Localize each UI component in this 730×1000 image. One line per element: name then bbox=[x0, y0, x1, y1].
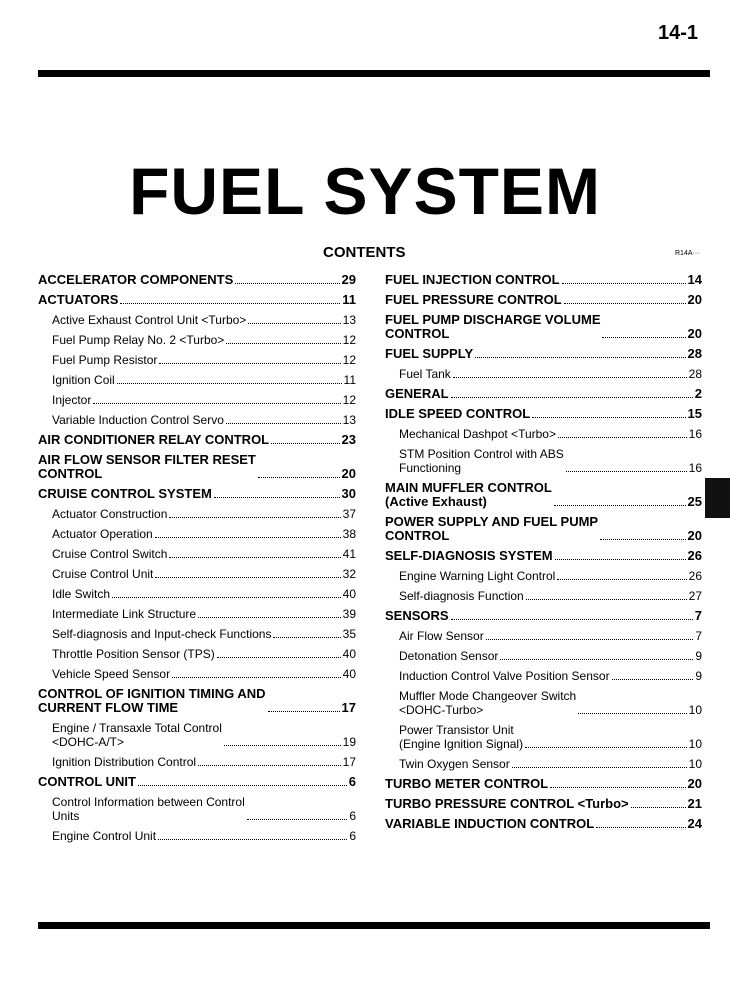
toc-subsection-entry[interactable] bbox=[385, 689, 702, 717]
toc-entry-label: TURBO PRESSURE CONTROL <Turbo> bbox=[385, 796, 629, 811]
toc-entry-page: 20 bbox=[687, 528, 702, 543]
toc-entry-label: Air Flow Sensor bbox=[399, 629, 484, 643]
toc-entry-label: ACTUATORS bbox=[38, 292, 119, 307]
toc-subsection-entry[interactable] bbox=[38, 667, 356, 681]
toc-section-entry[interactable] bbox=[38, 293, 356, 307]
toc-section-entry[interactable] bbox=[385, 387, 702, 401]
toc-subsection-entry[interactable] bbox=[385, 757, 702, 771]
toc-entry-page: 16 bbox=[688, 461, 702, 475]
toc-entry-label: POWER SUPPLY AND FUEL PUMP CONTROL bbox=[385, 514, 599, 543]
toc-entry-label: Power Transistor Unit (Engine Ignition Signal) bbox=[399, 723, 524, 751]
toc-section-entry[interactable] bbox=[385, 777, 702, 791]
toc-entry-label: Self-diagnosis Function bbox=[399, 589, 524, 603]
toc-entry-page: 10 bbox=[688, 757, 702, 771]
page-number: 14-1 bbox=[657, 22, 698, 44]
toc-subsection-entry[interactable] bbox=[38, 393, 356, 407]
dot-leader bbox=[500, 659, 693, 660]
toc-subsection-entry[interactable] bbox=[385, 427, 702, 441]
toc-entry-page: 37 bbox=[342, 507, 356, 521]
dot-leader bbox=[602, 337, 685, 338]
toc-subsection-entry[interactable] bbox=[38, 647, 356, 661]
dot-leader bbox=[451, 397, 693, 398]
toc-entry-page: 28 bbox=[688, 367, 702, 381]
toc-entry-page: 35 bbox=[342, 627, 356, 641]
dot-leader bbox=[93, 403, 340, 404]
toc-entry-page: 39 bbox=[342, 607, 356, 621]
dot-leader bbox=[112, 597, 341, 598]
toc-entry-label: Engine Control Unit bbox=[52, 829, 157, 843]
toc-subsection-entry[interactable] bbox=[385, 447, 702, 475]
toc-entry-page: 32 bbox=[342, 567, 356, 581]
toc-entry-page: 6 bbox=[349, 829, 356, 843]
toc-entry-page: 20 bbox=[687, 326, 702, 341]
toc-entry-page: 15 bbox=[687, 406, 702, 421]
toc-entry-label: Vehicle Speed Sensor bbox=[52, 667, 171, 681]
toc-entry-label: Detonation Sensor bbox=[399, 649, 499, 663]
toc-section-entry[interactable] bbox=[385, 609, 702, 623]
toc-entry-page: 19 bbox=[342, 735, 356, 749]
toc-entry-label: Induction Control Valve Position Sensor bbox=[399, 669, 610, 683]
toc-subsection-entry[interactable] bbox=[38, 567, 356, 581]
dot-leader bbox=[512, 767, 687, 768]
toc-subsection-entry[interactable] bbox=[38, 547, 356, 561]
toc-entry-label: SELF-DIAGNOSIS SYSTEM bbox=[385, 548, 553, 563]
toc-entry-label: CONTROL UNIT bbox=[38, 774, 136, 789]
toc-entry-page: 6 bbox=[349, 809, 356, 823]
toc-entry-label: FUEL INJECTION CONTROL bbox=[385, 272, 560, 287]
toc-entry-page: 28 bbox=[687, 346, 702, 361]
toc-entry-page: 10 bbox=[688, 737, 702, 751]
dot-leader bbox=[564, 303, 686, 304]
toc-entry-page: 7 bbox=[694, 608, 702, 623]
dot-leader bbox=[155, 577, 340, 578]
toc-entry-label: Engine Warning Light Control bbox=[399, 569, 556, 583]
toc-entry-label: SENSORS bbox=[385, 608, 449, 623]
dot-leader bbox=[271, 443, 339, 444]
toc-section-entry[interactable] bbox=[38, 273, 356, 287]
dot-leader bbox=[138, 785, 347, 786]
dot-leader bbox=[612, 679, 694, 680]
dot-leader bbox=[169, 517, 340, 518]
toc-entry-page: 13 bbox=[342, 413, 356, 427]
toc-section-entry[interactable] bbox=[385, 817, 702, 831]
toc-section-entry[interactable] bbox=[385, 797, 702, 811]
toc-entry-page: 26 bbox=[688, 569, 702, 583]
dot-leader bbox=[226, 423, 341, 424]
dot-leader bbox=[172, 677, 341, 678]
toc-subsection-entry[interactable] bbox=[385, 723, 702, 751]
toc-entry-page: 29 bbox=[341, 272, 356, 287]
toc-entry-page: 7 bbox=[695, 629, 702, 643]
toc-subsection-entry[interactable] bbox=[38, 607, 356, 621]
toc-subsection-entry[interactable] bbox=[38, 353, 356, 367]
dot-leader bbox=[557, 579, 686, 580]
toc-entry-label: Idle Switch bbox=[52, 587, 111, 601]
toc-entry-page: 2 bbox=[694, 386, 702, 401]
toc-entry-label: FUEL PUMP DISCHARGE VOLUME CONTROL bbox=[385, 312, 601, 341]
toc-entry-page: 16 bbox=[688, 427, 702, 441]
toc-entry-page: 20 bbox=[341, 466, 356, 481]
toc-entry-page: 13 bbox=[342, 313, 356, 327]
dot-leader bbox=[159, 363, 340, 364]
toc-entry-page: 23 bbox=[341, 432, 356, 447]
toc-left-column bbox=[38, 273, 356, 849]
toc-entry-page: 11 bbox=[343, 373, 356, 387]
toc-section-entry[interactable] bbox=[385, 347, 702, 361]
toc-section-entry[interactable] bbox=[38, 433, 356, 447]
section-tab bbox=[705, 478, 730, 518]
toc-entry-label: CONTROL OF IGNITION TIMING AND CURRENT FLOW TIME bbox=[38, 686, 266, 715]
dot-leader bbox=[273, 637, 340, 638]
dot-leader bbox=[258, 477, 340, 478]
toc-subsection-entry[interactable] bbox=[385, 589, 702, 603]
toc-section-entry[interactable] bbox=[38, 687, 356, 715]
dot-leader bbox=[600, 539, 685, 540]
toc-entry-label: Intermediate Link Structure bbox=[52, 607, 197, 621]
dot-leader bbox=[120, 303, 340, 304]
toc-subsection-entry[interactable] bbox=[385, 669, 702, 683]
toc-subsection-entry[interactable] bbox=[38, 829, 356, 843]
toc-subsection-entry[interactable] bbox=[385, 569, 702, 583]
toc-entry-page: 41 bbox=[342, 547, 356, 561]
toc-entry-label: Cruise Control Unit bbox=[52, 567, 154, 581]
toc-subsection-entry[interactable] bbox=[38, 373, 356, 387]
toc-entry-label: Self-diagnosis and Input-check Functions bbox=[52, 627, 272, 641]
dot-leader bbox=[475, 357, 685, 358]
toc-entry-page: 40 bbox=[342, 667, 356, 681]
toc-entry-page: 12 bbox=[342, 393, 356, 407]
dot-leader bbox=[562, 283, 686, 284]
dot-leader bbox=[558, 437, 687, 438]
toc-entry-page: 6 bbox=[348, 774, 356, 789]
dot-leader bbox=[248, 323, 340, 324]
toc-entry-page: 21 bbox=[687, 796, 702, 811]
dot-leader bbox=[155, 537, 341, 538]
toc-section-entry[interactable] bbox=[385, 273, 702, 287]
toc-entry-page: 9 bbox=[695, 649, 702, 663]
dot-leader bbox=[555, 559, 686, 560]
document-code: R14A··· bbox=[675, 250, 700, 257]
toc-subsection-entry[interactable] bbox=[385, 649, 702, 663]
toc-entry-label: Twin Oxygen Sensor bbox=[399, 757, 510, 771]
top-rule bbox=[38, 70, 710, 77]
toc-entry-label: Actuator Operation bbox=[52, 527, 153, 541]
dot-leader bbox=[554, 505, 686, 506]
toc-entry-label: Fuel Tank bbox=[399, 367, 451, 381]
dot-leader bbox=[486, 639, 694, 640]
toc-right-column bbox=[385, 273, 702, 837]
dot-leader bbox=[451, 619, 693, 620]
toc-subsection-entry[interactable] bbox=[38, 507, 356, 521]
toc-entry-label: FUEL SUPPLY bbox=[385, 346, 474, 361]
toc-entry-label: Fuel Pump Relay No. 2 <Turbo> bbox=[52, 333, 225, 347]
toc-entry-page: 20 bbox=[687, 292, 702, 307]
toc-entry-label: VARIABLE INDUCTION CONTROL bbox=[385, 816, 595, 831]
toc-entry-page: 12 bbox=[342, 353, 356, 367]
dot-leader bbox=[268, 711, 340, 712]
toc-section-entry[interactable] bbox=[385, 313, 702, 341]
toc-subsection-entry[interactable] bbox=[38, 795, 356, 823]
toc-subsection-entry[interactable] bbox=[38, 313, 356, 327]
toc-entry-page: 14 bbox=[687, 272, 702, 287]
dot-leader bbox=[214, 497, 340, 498]
toc-entry-page: 25 bbox=[687, 494, 702, 509]
dot-leader bbox=[235, 283, 339, 284]
toc-entry-page: 40 bbox=[342, 587, 356, 601]
toc-entry-label: Actuator Construction bbox=[52, 507, 168, 521]
dot-leader bbox=[198, 765, 341, 766]
toc-entry-label: Ignition Distribution Control bbox=[52, 755, 197, 769]
toc-entry-label: Variable Induction Control Servo bbox=[52, 413, 224, 427]
toc-entry-page: 40 bbox=[342, 647, 356, 661]
toc-entry-page: 26 bbox=[687, 548, 702, 563]
toc-section-entry[interactable] bbox=[385, 481, 702, 509]
toc-subsection-entry[interactable] bbox=[38, 333, 356, 347]
dot-leader bbox=[117, 383, 342, 384]
toc-entry-page: 12 bbox=[342, 333, 356, 347]
dot-leader bbox=[526, 599, 687, 600]
page-title: FUEL SYSTEM bbox=[129, 154, 601, 228]
dot-leader bbox=[453, 377, 687, 378]
toc-entry-label: Active Exhaust Control Unit <Turbo> bbox=[52, 313, 247, 327]
toc-entry-label: Control Information between Control Units bbox=[52, 795, 245, 823]
toc-subsection-entry[interactable] bbox=[385, 629, 702, 643]
toc-section-entry[interactable] bbox=[385, 293, 702, 307]
toc-entry-label: Fuel Pump Resistor bbox=[52, 353, 158, 367]
toc-section-entry[interactable] bbox=[38, 487, 356, 501]
dot-leader bbox=[578, 713, 686, 714]
dot-leader bbox=[596, 827, 685, 828]
dot-leader bbox=[198, 617, 341, 618]
toc-section-entry[interactable] bbox=[38, 775, 356, 789]
toc-subsection-entry[interactable] bbox=[38, 587, 356, 601]
contents-heading: CONTENTS bbox=[323, 244, 406, 261]
dot-leader bbox=[217, 657, 341, 658]
toc-entry-page: 27 bbox=[688, 589, 702, 603]
toc-entry-page: 17 bbox=[341, 700, 356, 715]
toc-entry-label: MAIN MUFFLER CONTROL (Active Exhaust) bbox=[385, 480, 552, 509]
dot-leader bbox=[247, 819, 348, 820]
dot-leader bbox=[525, 747, 687, 748]
bottom-rule bbox=[38, 922, 710, 929]
dot-leader bbox=[158, 839, 347, 840]
toc-entry-label: Engine / Transaxle Total Control <DOHC-A/T> bbox=[52, 721, 222, 749]
dot-leader bbox=[566, 471, 687, 472]
toc-section-entry[interactable] bbox=[38, 453, 356, 481]
toc-entry-label: Throttle Position Sensor (TPS) bbox=[52, 647, 215, 661]
toc-subsection-entry[interactable] bbox=[38, 755, 356, 769]
toc-entry-label: Cruise Control Switch bbox=[52, 547, 168, 561]
toc-entry-label: TURBO METER CONTROL bbox=[385, 776, 549, 791]
dot-leader bbox=[169, 557, 340, 558]
toc-entry-label: Mechanical Dashpot <Turbo> bbox=[399, 427, 556, 441]
toc-entry-page: 30 bbox=[341, 486, 356, 501]
dot-leader bbox=[226, 343, 340, 344]
toc-entry-page: 17 bbox=[342, 755, 356, 769]
dot-leader bbox=[224, 745, 341, 746]
toc-subsection-entry[interactable] bbox=[38, 721, 356, 749]
dot-leader bbox=[631, 807, 686, 808]
toc-subsection-entry[interactable] bbox=[385, 367, 702, 381]
toc-entry-label: Ignition Coil bbox=[52, 373, 115, 387]
toc-subsection-entry[interactable] bbox=[38, 527, 356, 541]
toc-entry-label: CRUISE CONTROL SYSTEM bbox=[38, 486, 212, 501]
toc-entry-page: 20 bbox=[687, 776, 702, 791]
toc-entry-label: STM Position Control with ABS Functioning bbox=[399, 447, 564, 475]
toc-subsection-entry[interactable] bbox=[38, 627, 356, 641]
dot-leader bbox=[550, 787, 685, 788]
toc-entry-label: Injector bbox=[52, 393, 92, 407]
toc-entry-page: 10 bbox=[688, 703, 702, 717]
dot-leader bbox=[532, 417, 685, 418]
toc-section-entry[interactable] bbox=[385, 515, 702, 543]
toc-entry-page: 38 bbox=[342, 527, 356, 541]
toc-entry-label: AIR FLOW SENSOR FILTER RESET CONTROL bbox=[38, 452, 256, 481]
toc-entry-label: FUEL PRESSURE CONTROL bbox=[385, 292, 562, 307]
toc-entry-label: AIR CONDITIONER RELAY CONTROL bbox=[38, 432, 270, 447]
toc-section-entry[interactable] bbox=[385, 549, 702, 563]
toc-section-entry[interactable] bbox=[385, 407, 702, 421]
toc-entry-page: 9 bbox=[695, 669, 702, 683]
toc-entry-page: 24 bbox=[687, 816, 702, 831]
toc-entry-page: 11 bbox=[342, 292, 356, 307]
toc-entry-label: GENERAL bbox=[385, 386, 449, 401]
toc-entry-label: Muffler Mode Changeover Switch <DOHC-Turbo> bbox=[399, 689, 577, 717]
toc-subsection-entry[interactable] bbox=[38, 413, 356, 427]
toc-entry-label: IDLE SPEED CONTROL bbox=[385, 406, 531, 421]
toc-entry-label: ACCELERATOR COMPONENTS bbox=[38, 272, 234, 287]
